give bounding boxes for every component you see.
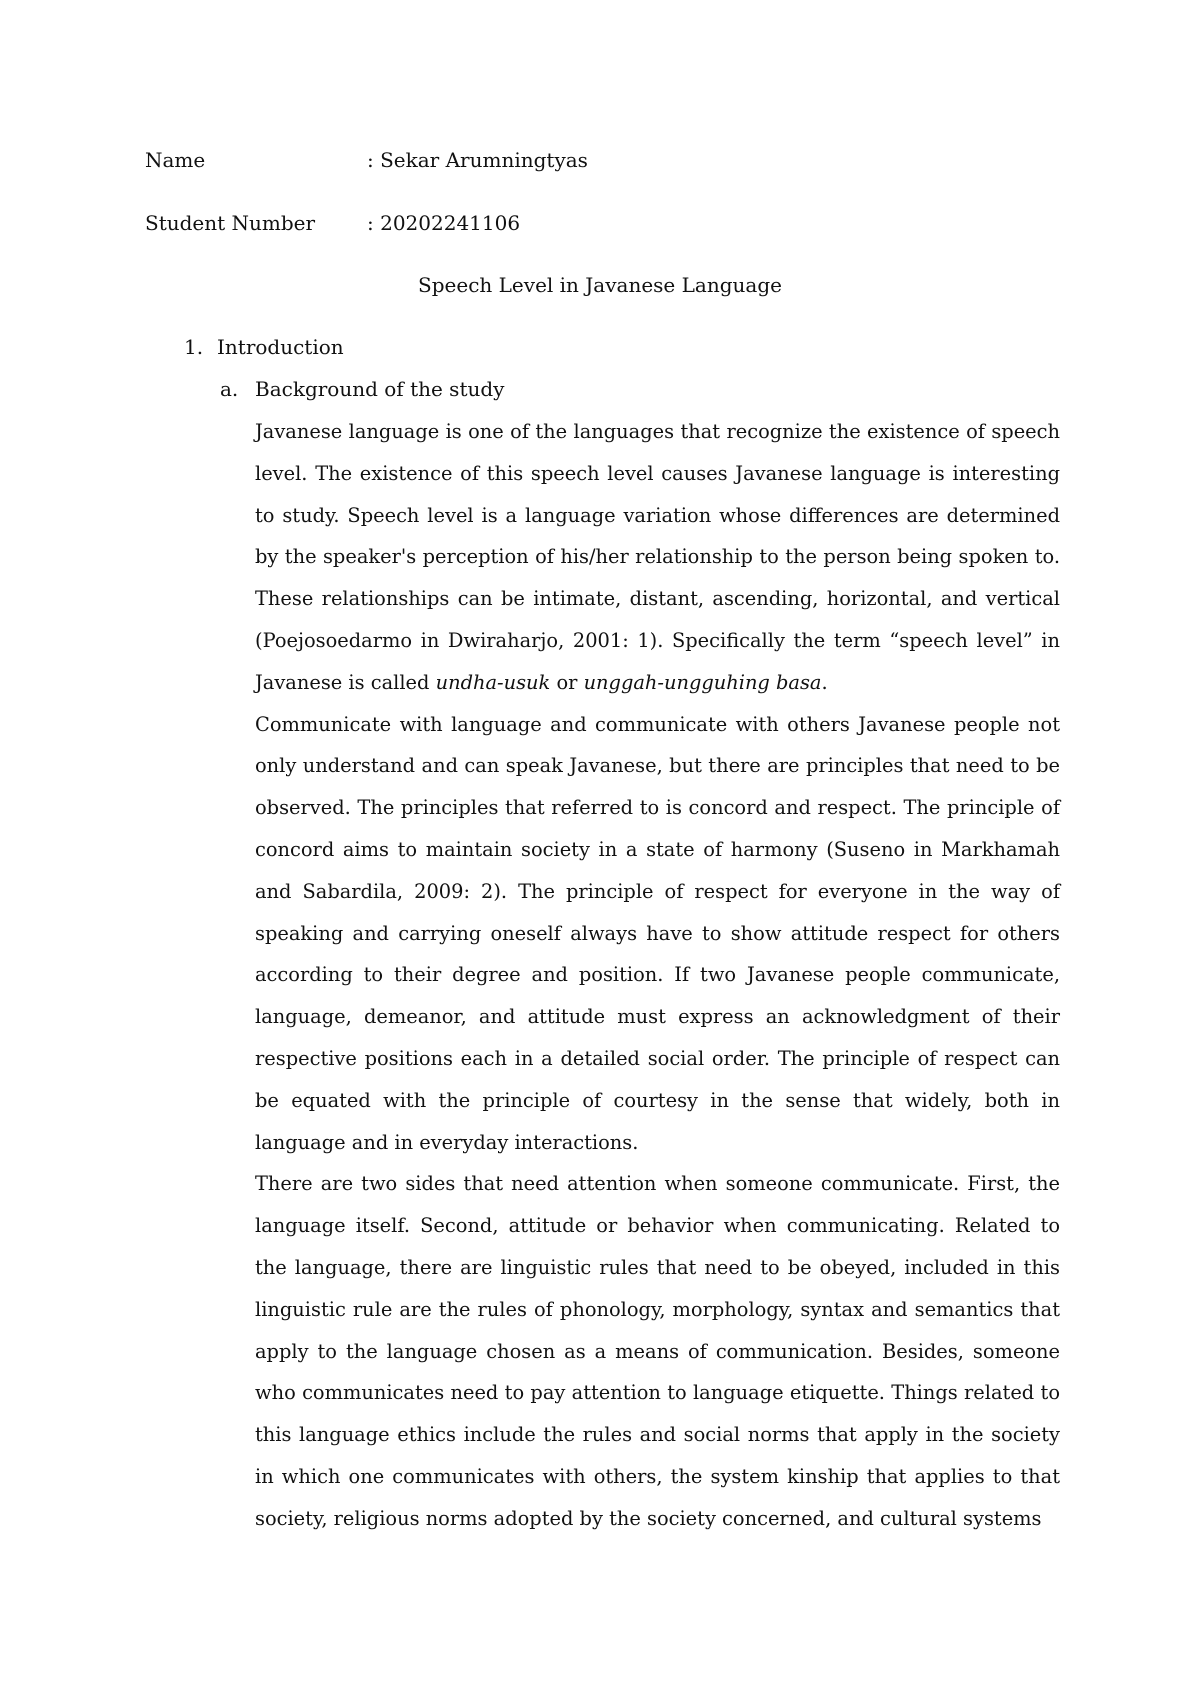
- term-unggah-ungguhing-basa: unggah-ungguhing basa: [583, 670, 822, 694]
- name-value: : Sekar Arumningtyas: [367, 148, 588, 172]
- student-number-label: Student Number: [145, 211, 316, 235]
- paragraph-2: Communicate with language and communicate with others Javanese people not only understand and can speak Javanese, but there are principles that need to be observed. The principles that referred to is concord and respect. The principle of concord aims to maintain society in a state of harmony (Suseno in Markhamah and Sabardila, 2009: 2). The principle of respect for everyone in the way of speaking and carrying oneself always have to show attitude respect for others according to their degree and position. If two Javanese people communicate, language, demeanor, and attitude must express an acknowledgment of their respective positions each in a detailed social order. The principle of respect can be equated with the principle of courtesy in the sense that widely, both in language and in everyday interactions.: [255, 712, 1060, 1154]
- section-heading: [184, 335, 344, 359]
- paragraph-1-or: or: [550, 670, 584, 694]
- name-row: [145, 148, 588, 172]
- student-number-row: [145, 211, 520, 235]
- paragraph-3: There are two sides that need attention when someone communicate. First, the language itself. Second, attitude or behavior when communicating. Related to the language, there are linguistic rules that need to be obeyed, included in this linguistic rule are the rules of phonology, morphology, syntax and semantics that apply to the language chosen as a means of communication. Besides, someone who communicates need to pay attention to language etiquette. Things related to this language ethics include the rules and social norms that apply in the society in which one communicates with others, the system kinship that applies to that society, religious norms adopted by the society concerned, and cultural systems: [255, 1172, 1060, 1530]
- paragraph-1-end: .: [821, 670, 828, 694]
- document-title: Speech Level in Javanese Language: [418, 273, 782, 297]
- paragraph-1-text: Javanese language is one of the languages that recognize the existence of speech level. The existence of this speech level causes Javanese language is interesting to study. Speech level is a language variation whose differences are determined by the speaker's perception of his/her relationship to the person being spoken to. These relationships can be intimate, distant, ascending, horizontal, and vertical (Poejosoedarmo in Dwiraharjo, 2001: 1). Specifically the term “speech level” in Javanese is called: [255, 420, 1060, 694]
- section-heading-text: Introduction: [217, 335, 344, 359]
- subsection-letter: a.: [220, 377, 239, 401]
- section-number: 1.: [184, 335, 204, 359]
- subsection-heading: [220, 377, 504, 401]
- student-number-value: : 20202241106: [367, 211, 521, 235]
- term-undha-usuk: undha-usuk: [435, 670, 551, 694]
- body-text: [255, 411, 1060, 1540]
- name-label: Name: [145, 148, 206, 172]
- subsection-heading-text: Background of the study: [255, 377, 505, 401]
- paragraph-1: [255, 411, 1060, 704]
